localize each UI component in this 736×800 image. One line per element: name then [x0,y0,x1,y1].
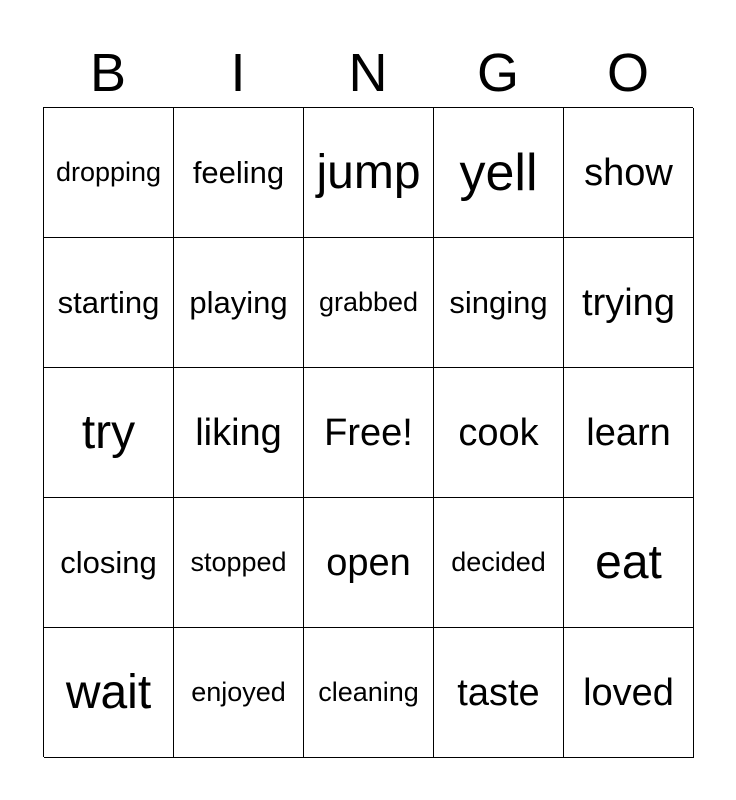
bingo-cell-r5-c5[interactable]: loved [564,628,694,758]
header-letter-b: B [89,43,127,103]
bingo-cell-r4-c4[interactable]: decided [434,498,564,628]
bingo-cell-r5-c1[interactable]: wait [44,628,174,758]
bingo-cell-r2-c3[interactable]: grabbed [304,238,434,368]
bingo-cell-r3-c3-free-space[interactable]: Free! [304,368,434,498]
bingo-cell-r4-c5[interactable]: eat [564,498,694,628]
bingo-cell-r3-c4[interactable]: cook [434,368,564,498]
header-letter-i: I [230,43,246,103]
bingo-cell-r5-c3[interactable]: cleaning [304,628,434,758]
bingo-cell-r2-c2[interactable]: playing [174,238,304,368]
bingo-cell-r3-c1[interactable]: try [44,368,174,498]
bingo-cell-r2-c1[interactable]: starting [44,238,174,368]
bingo-cell-r4-c3[interactable]: open [304,498,434,628]
bingo-cell-r2-c5[interactable]: trying [564,238,694,368]
bingo-cell-r1-c5[interactable]: show [564,108,694,238]
header-letter-o: O [606,43,649,103]
bingo-board [43,107,693,757]
bingo-cell-r5-c2[interactable]: enjoyed [174,628,304,758]
header-letter-n: N [348,43,388,103]
bingo-header [43,42,693,104]
header-letter-g: G [476,43,519,103]
bingo-cell-r1-c3[interactable]: jump [304,108,434,238]
bingo-cell-r1-c2[interactable]: feeling [174,108,304,238]
bingo-cell-r1-c4[interactable]: yell [434,108,564,238]
bingo-cell-r3-c5[interactable]: learn [564,368,694,498]
bingo-cell-r4-c1[interactable]: closing [44,498,174,628]
bingo-cell-r5-c4[interactable]: taste [434,628,564,758]
bingo-cell-r4-c2[interactable]: stopped [174,498,304,628]
bingo-cell-r3-c2[interactable]: liking [174,368,304,498]
bingo-cell-r2-c4[interactable]: singing [434,238,564,368]
bingo-cell-r1-c1[interactable]: dropping [44,108,174,238]
